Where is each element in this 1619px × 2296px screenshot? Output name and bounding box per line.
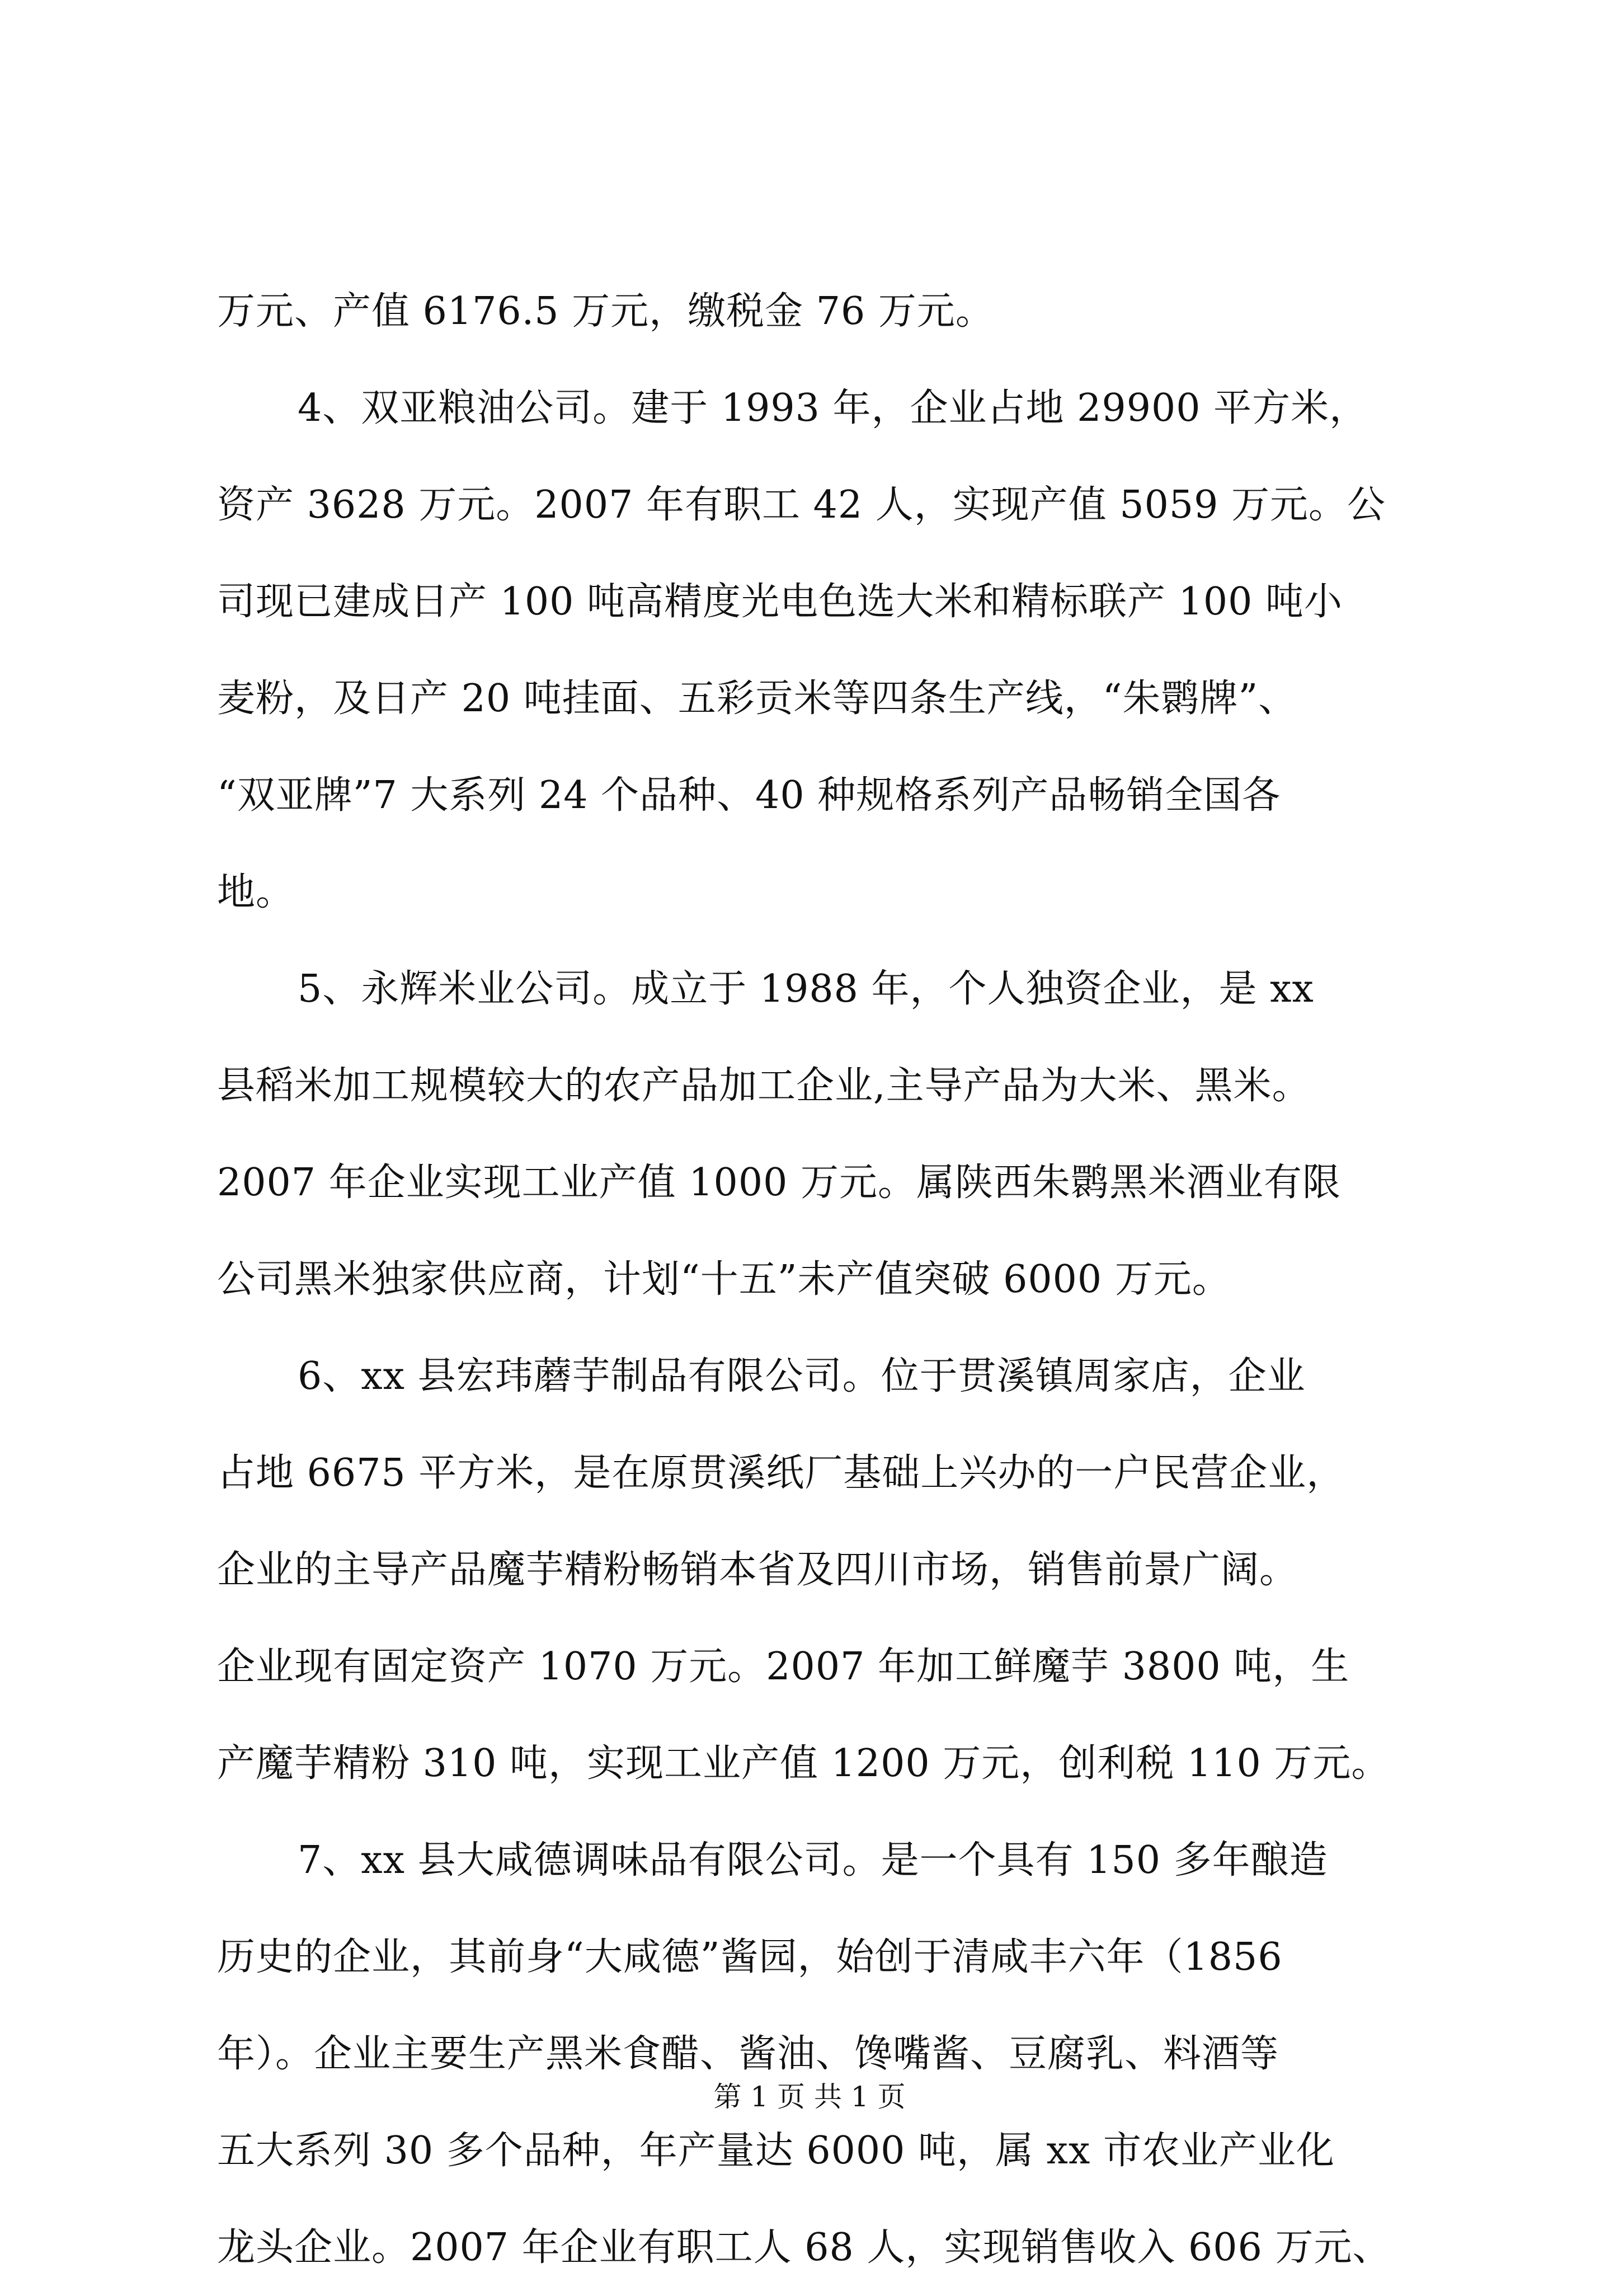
text-line: 公司黑米独家供应商，计划“十五”未产值突破 6000 万元。 <box>217 1257 1231 1302</box>
body-text <box>217 263 1425 2296</box>
text-line: 资产 3628 万元。2007 年有职工 42 人，实现产值 5059 万元。公 <box>217 483 1386 527</box>
text-line: 4、双亚粮油公司。建于 1993 年，企业占地 29900 平方米， <box>298 386 1368 430</box>
text-line: 麦粉，及日产 20 吨挂面、五彩贡米等四条生产线，“朱鹮牌”、 <box>217 677 1297 721</box>
text-line: 司现已建成日产 100 吨高精度光电色选大米和精标联产 100 吨小 <box>217 580 1343 624</box>
text-line: 6、xx 县宏玮蘑芋制品有限公司。位于贯溪镇周家店，企业 <box>298 1354 1306 1398</box>
text-line: 企业的主导产品魔芋精粉畅销本省及四川市场，销售前景广阔。 <box>217 1548 1298 1592</box>
text-line: 县稻米加工规模较大的农产品加工企业,主导产品为大米、黑米。 <box>217 1064 1311 1108</box>
text-line: 五大系列 30 多个品种，年产量达 6000 吨，属 xx 市农业产业化 <box>217 2129 1335 2173</box>
text-line: 万元、产值 6176.5 万元，缴税金 76 万元。 <box>217 289 994 334</box>
text-line: 5、永辉米业公司。成立于 1988 年，个人独资企业，是 xx <box>298 967 1314 1011</box>
text-line: 7、xx 县大咸德调味品有限公司。是一个具有 150 多年酿造 <box>298 1838 1328 1882</box>
text-line: 占地 6675 平方米，是在原贯溪纸厂基础上兴办的一户民营企业， <box>217 1451 1345 1495</box>
text-line: “双亚牌”7 大系列 24 个品种、40 种规格系列产品畅销全国各 <box>217 773 1281 818</box>
page-footer: 第 1 页 共 1 页 <box>713 2081 906 2113</box>
text-line: 企业现有固定资产 1070 万元。2007 年加工鲜魔芋 3800 吨，生 <box>217 1645 1350 1689</box>
text-line: 历史的企业，其前身“大咸德”酱园，始创于清咸丰六年（1856 <box>217 1935 1283 1979</box>
text-line: 龙头企业。2007 年企业有职工人 68 人，实现销售收入 606 万元、 <box>217 2225 1391 2270</box>
text-line: 2007 年企业实现工业产值 1000 万元。属陕西朱鹮黑米酒业有限 <box>217 1161 1341 1205</box>
text-line: 年）。企业主要生产黑米食醋、酱油、馋嘴酱、豆腐乳、料酒等 <box>217 2032 1279 2076</box>
text-line: 产魔芋精粉 310 吨，实现工业产值 1200 万元，创利税 110 万元。 <box>217 1741 1390 1786</box>
text-line: 地。 <box>217 870 295 914</box>
